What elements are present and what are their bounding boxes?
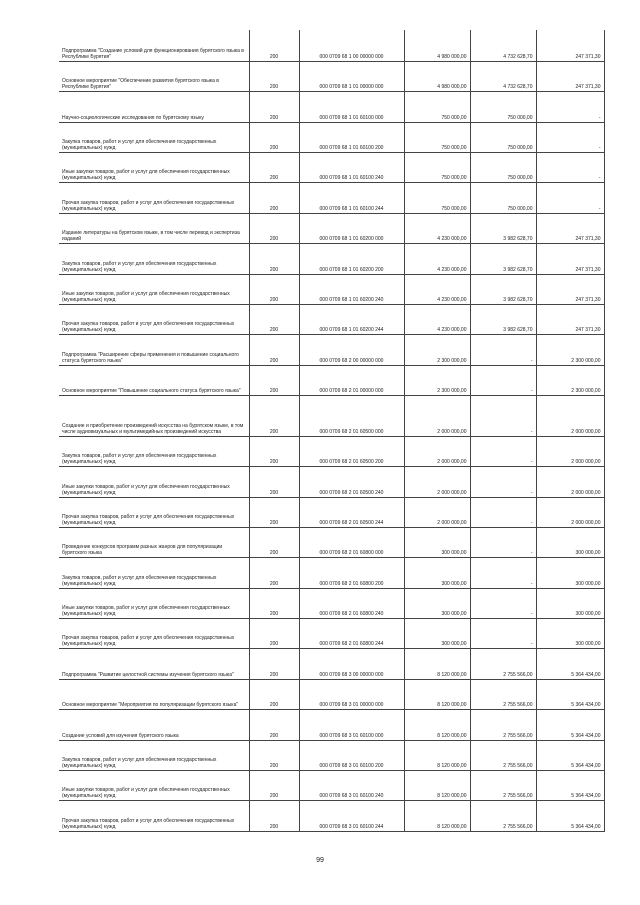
row-executed-amount: -: [470, 395, 536, 436]
row-budget-code: 000 0709 68 2 01 60800 000: [299, 527, 404, 557]
table-row: [59, 588, 604, 618]
row-plan-amount: 750 000,00: [404, 122, 470, 152]
table-row: [59, 365, 604, 395]
table-row: [59, 304, 604, 334]
row-remaining-amount: 5 364 434,00: [536, 648, 604, 679]
row-admin-code: 200: [249, 588, 299, 618]
row-executed-amount: 750 000,00: [470, 122, 536, 152]
row-name: Подпрограмма "Развитие целостной системы изучения бурятского языка": [59, 648, 249, 679]
table-row: [59, 800, 604, 831]
row-plan-amount: 2 000 000,00: [404, 436, 470, 466]
row-name: Иные закупки товаров, работ и услуг для обеспечения государственных (муниципальных) нужд: [59, 770, 249, 800]
row-name: Иные закупки товаров, работ и услуг для обеспечения государственных (муниципальных) нужд: [59, 588, 249, 618]
row-name: Закупка товаров, работ и услуг для обеспечения государственных (муниципальных) нужд: [59, 436, 249, 466]
row-name: Издание литературы на бурятском языке, в том числе перевод и экспертиза изданий: [59, 213, 249, 243]
row-budget-code: 000 0709 68 3 00 00000 000: [299, 648, 404, 679]
row-remaining-amount: -: [536, 91, 604, 122]
row-name: Прочая закупка товаров, работ и услуг для обеспечения государственных (муниципальных) нужд: [59, 618, 249, 648]
row-remaining-amount: 2 300 000,00: [536, 334, 604, 365]
row-name: Прочая закупка товаров, работ и услуг для обеспечения государственных (муниципальных) нужд: [59, 304, 249, 334]
row-plan-amount: 4 980 000,00: [404, 61, 470, 91]
row-plan-amount: 2 000 000,00: [404, 466, 470, 497]
row-remaining-amount: 2 000 000,00: [536, 497, 604, 527]
row-executed-amount: 2 755 566,00: [470, 740, 536, 770]
row-plan-amount: 750 000,00: [404, 152, 470, 182]
row-name: Прочая закупка товаров, работ и услуг для обеспечения государственных (муниципальных) нужд: [59, 182, 249, 213]
row-admin-code: 200: [249, 182, 299, 213]
row-budget-code: 000 0709 68 1 00 00000 000: [299, 30, 404, 61]
row-executed-amount: -: [470, 436, 536, 466]
table-row: [59, 91, 604, 122]
table-row: [59, 709, 604, 740]
table-row: [59, 436, 604, 466]
row-admin-code: 200: [249, 243, 299, 274]
table-row: [59, 152, 604, 182]
row-budget-code: 000 0709 68 1 01 60100 000: [299, 91, 404, 122]
row-budget-code: 000 0709 68 2 00 00000 000: [299, 334, 404, 365]
row-plan-amount: 4 230 000,00: [404, 213, 470, 243]
row-plan-amount: 8 120 000,00: [404, 770, 470, 800]
row-remaining-amount: 247 371,30: [536, 243, 604, 274]
table-row: [59, 679, 604, 709]
row-remaining-amount: 2 000 000,00: [536, 436, 604, 466]
row-budget-code: 000 0709 68 1 01 60200 240: [299, 274, 404, 304]
row-plan-amount: 300 000,00: [404, 588, 470, 618]
row-executed-amount: 750 000,00: [470, 182, 536, 213]
row-budget-code: 000 0709 68 1 01 60100 200: [299, 122, 404, 152]
row-name: Закупка товаров, работ и услуг для обеспечения государственных (муниципальных) нужд: [59, 740, 249, 770]
row-remaining-amount: 5 364 434,00: [536, 770, 604, 800]
row-remaining-amount: 300 000,00: [536, 588, 604, 618]
row-plan-amount: 4 230 000,00: [404, 274, 470, 304]
page-number: 99: [316, 857, 324, 864]
row-executed-amount: 750 000,00: [470, 152, 536, 182]
row-budget-code: 000 0709 68 1 01 60200 244: [299, 304, 404, 334]
row-admin-code: 200: [249, 91, 299, 122]
row-admin-code: 200: [249, 709, 299, 740]
row-admin-code: 200: [249, 527, 299, 557]
row-name: Создание и приобретение произведений искусства на бурятском языке, в том числе аудиовизуальных и мультимедийных произведений искусства: [59, 395, 249, 436]
row-budget-code: 000 0709 68 2 01 60500 200: [299, 436, 404, 466]
row-plan-amount: 8 120 000,00: [404, 740, 470, 770]
row-executed-amount: 2 755 566,00: [470, 679, 536, 709]
row-budget-code: 000 0709 68 1 01 60200 200: [299, 243, 404, 274]
row-remaining-amount: 247 371,30: [536, 274, 604, 304]
row-budget-code: 000 0709 68 2 01 60500 000: [299, 395, 404, 436]
row-budget-code: 000 0709 68 1 01 60100 244: [299, 182, 404, 213]
row-name: Иные закупки товаров, работ и услуг для обеспечения государственных (муниципальных) нужд: [59, 274, 249, 304]
row-name: Подпрограмма "Создание условий для функционирования бурятского языка в Республике Бурятия": [59, 30, 249, 61]
row-remaining-amount: 247 371,30: [536, 213, 604, 243]
row-remaining-amount: -: [536, 182, 604, 213]
row-remaining-amount: 2 000 000,00: [536, 395, 604, 436]
row-budget-code: 000 0709 68 3 01 60100 200: [299, 740, 404, 770]
row-admin-code: 200: [249, 436, 299, 466]
table-row: [59, 395, 604, 436]
row-name: Прочая закупка товаров, работ и услуг для обеспечения государственных (муниципальных) нужд: [59, 800, 249, 831]
table-row: [59, 557, 604, 588]
row-plan-amount: 8 120 000,00: [404, 709, 470, 740]
row-name: Создание условий для изучения бурятского языка: [59, 709, 249, 740]
row-admin-code: 200: [249, 30, 299, 61]
row-plan-amount: 300 000,00: [404, 618, 470, 648]
table-row: [59, 527, 604, 557]
row-budget-code: 000 0709 68 2 01 60800 200: [299, 557, 404, 588]
row-executed-amount: 2 755 566,00: [470, 800, 536, 831]
row-executed-amount: 3 982 628,70: [470, 304, 536, 334]
row-plan-amount: 300 000,00: [404, 527, 470, 557]
table-row: [59, 618, 604, 648]
row-remaining-amount: 247 371,30: [536, 304, 604, 334]
row-remaining-amount: 300 000,00: [536, 527, 604, 557]
row-executed-amount: 4 732 628,70: [470, 61, 536, 91]
row-plan-amount: 2 000 000,00: [404, 395, 470, 436]
row-plan-amount: 750 000,00: [404, 91, 470, 122]
row-admin-code: 200: [249, 395, 299, 436]
row-plan-amount: 8 120 000,00: [404, 679, 470, 709]
row-budget-code: 000 0709 68 1 01 60200 000: [299, 213, 404, 243]
row-admin-code: 200: [249, 274, 299, 304]
row-executed-amount: 3 982 628,70: [470, 213, 536, 243]
row-admin-code: 200: [249, 740, 299, 770]
row-executed-amount: 750 000,00: [470, 91, 536, 122]
row-budget-code: 000 0709 68 2 01 60500 244: [299, 497, 404, 527]
row-remaining-amount: 5 364 434,00: [536, 740, 604, 770]
row-name: Подпрограмма "Расширение сферы применения и повышение социального статуса бурятского языка": [59, 334, 249, 365]
row-admin-code: 200: [249, 61, 299, 91]
table-row: [59, 740, 604, 770]
row-admin-code: 200: [249, 213, 299, 243]
table-row: [59, 497, 604, 527]
table-row: [59, 274, 604, 304]
row-admin-code: 200: [249, 497, 299, 527]
row-plan-amount: 4 980 000,00: [404, 30, 470, 61]
row-remaining-amount: 5 364 434,00: [536, 679, 604, 709]
row-name: Закупка товаров, работ и услуг для обеспечения государственных (муниципальных) нужд: [59, 243, 249, 274]
row-remaining-amount: 300 000,00: [536, 557, 604, 588]
table-row: [59, 182, 604, 213]
row-budget-code: 000 0709 68 2 01 60500 240: [299, 466, 404, 497]
row-executed-amount: -: [470, 618, 536, 648]
row-admin-code: 200: [249, 557, 299, 588]
row-remaining-amount: -: [536, 122, 604, 152]
row-remaining-amount: 2 300 000,00: [536, 365, 604, 395]
row-name: Закупка товаров, работ и услуг для обеспечения государственных (муниципальных) нужд: [59, 122, 249, 152]
row-remaining-amount: 247 371,30: [536, 61, 604, 91]
row-name: Иные закупки товаров, работ и услуг для обеспечения государственных (муниципальных) нужд: [59, 152, 249, 182]
row-remaining-amount: 5 364 434,00: [536, 709, 604, 740]
row-plan-amount: 8 120 000,00: [404, 800, 470, 831]
row-executed-amount: -: [470, 588, 536, 618]
row-admin-code: 200: [249, 334, 299, 365]
table-row: [59, 648, 604, 679]
row-admin-code: 200: [249, 304, 299, 334]
row-plan-amount: 750 000,00: [404, 182, 470, 213]
row-admin-code: 200: [249, 770, 299, 800]
row-budget-code: 000 0709 68 3 01 00000 000: [299, 679, 404, 709]
row-admin-code: 200: [249, 152, 299, 182]
row-name: Основное мероприятие "Обеспечение развития бурятского языка в Республике Бурятия": [59, 61, 249, 91]
row-name: Научно-социологические исследования по бурятскому языку: [59, 91, 249, 122]
row-remaining-amount: 5 364 434,00: [536, 800, 604, 831]
row-plan-amount: 4 230 000,00: [404, 304, 470, 334]
row-executed-amount: 4 732 628,70: [470, 30, 536, 61]
table-row: [59, 466, 604, 497]
row-plan-amount: 2 300 000,00: [404, 365, 470, 395]
row-budget-code: 000 0709 68 2 01 00000 000: [299, 365, 404, 395]
row-remaining-amount: -: [536, 152, 604, 182]
row-executed-amount: -: [470, 527, 536, 557]
row-budget-code: 000 0709 68 2 01 60800 240: [299, 588, 404, 618]
budget-table-body: [59, 30, 604, 831]
table-row: [59, 334, 604, 365]
row-budget-code: 000 0709 68 1 01 00000 000: [299, 61, 404, 91]
row-admin-code: 200: [249, 648, 299, 679]
row-name: Иные закупки товаров, работ и услуг для обеспечения государственных (муниципальных) нужд: [59, 466, 249, 497]
row-executed-amount: 3 982 628,70: [470, 274, 536, 304]
row-budget-code: 000 0709 68 1 01 60100 240: [299, 152, 404, 182]
row-budget-code: 000 0709 68 3 01 60100 244: [299, 800, 404, 831]
row-executed-amount: 3 982 628,70: [470, 243, 536, 274]
row-plan-amount: 4 230 000,00: [404, 243, 470, 274]
row-admin-code: 200: [249, 365, 299, 395]
table-row: [59, 243, 604, 274]
row-admin-code: 200: [249, 679, 299, 709]
table-row: [59, 770, 604, 800]
row-executed-amount: -: [470, 334, 536, 365]
row-admin-code: 200: [249, 466, 299, 497]
row-remaining-amount: 2 000 000,00: [536, 466, 604, 497]
row-executed-amount: 2 755 566,00: [470, 648, 536, 679]
row-name: Прочая закупка товаров, работ и услуг для обеспечения государственных (муниципальных) нужд: [59, 497, 249, 527]
row-admin-code: 200: [249, 800, 299, 831]
row-remaining-amount: 247 371,30: [536, 30, 604, 61]
row-executed-amount: -: [470, 466, 536, 497]
row-executed-amount: 2 755 566,00: [470, 770, 536, 800]
row-name: Закупка товаров, работ и услуг для обеспечения государственных (муниципальных) нужд: [59, 557, 249, 588]
row-plan-amount: 8 120 000,00: [404, 648, 470, 679]
table-row: [59, 61, 604, 91]
row-budget-code: 000 0709 68 3 01 60100 240: [299, 770, 404, 800]
row-name: Основное мероприятие "Мероприятия по популяризации бурятского языка": [59, 679, 249, 709]
row-plan-amount: 2 300 000,00: [404, 334, 470, 365]
table-row: [59, 213, 604, 243]
row-executed-amount: -: [470, 557, 536, 588]
row-admin-code: 200: [249, 122, 299, 152]
row-budget-code: 000 0709 68 2 01 60800 244: [299, 618, 404, 648]
row-budget-code: 000 0709 68 3 01 60100 000: [299, 709, 404, 740]
row-name: Основное мероприятие "Повышение социального статуса бурятского языка": [59, 365, 249, 395]
row-remaining-amount: 300 000,00: [536, 618, 604, 648]
budget-table: [59, 30, 605, 832]
row-admin-code: 200: [249, 618, 299, 648]
row-name: Проведение конкурсов программ разных жанров для популяризации бурятского языка: [59, 527, 249, 557]
row-executed-amount: 2 755 566,00: [470, 709, 536, 740]
row-plan-amount: 300 000,00: [404, 557, 470, 588]
row-executed-amount: -: [470, 365, 536, 395]
row-executed-amount: -: [470, 497, 536, 527]
table-row: [59, 122, 604, 152]
table-row: [59, 30, 604, 61]
row-plan-amount: 2 000 000,00: [404, 497, 470, 527]
